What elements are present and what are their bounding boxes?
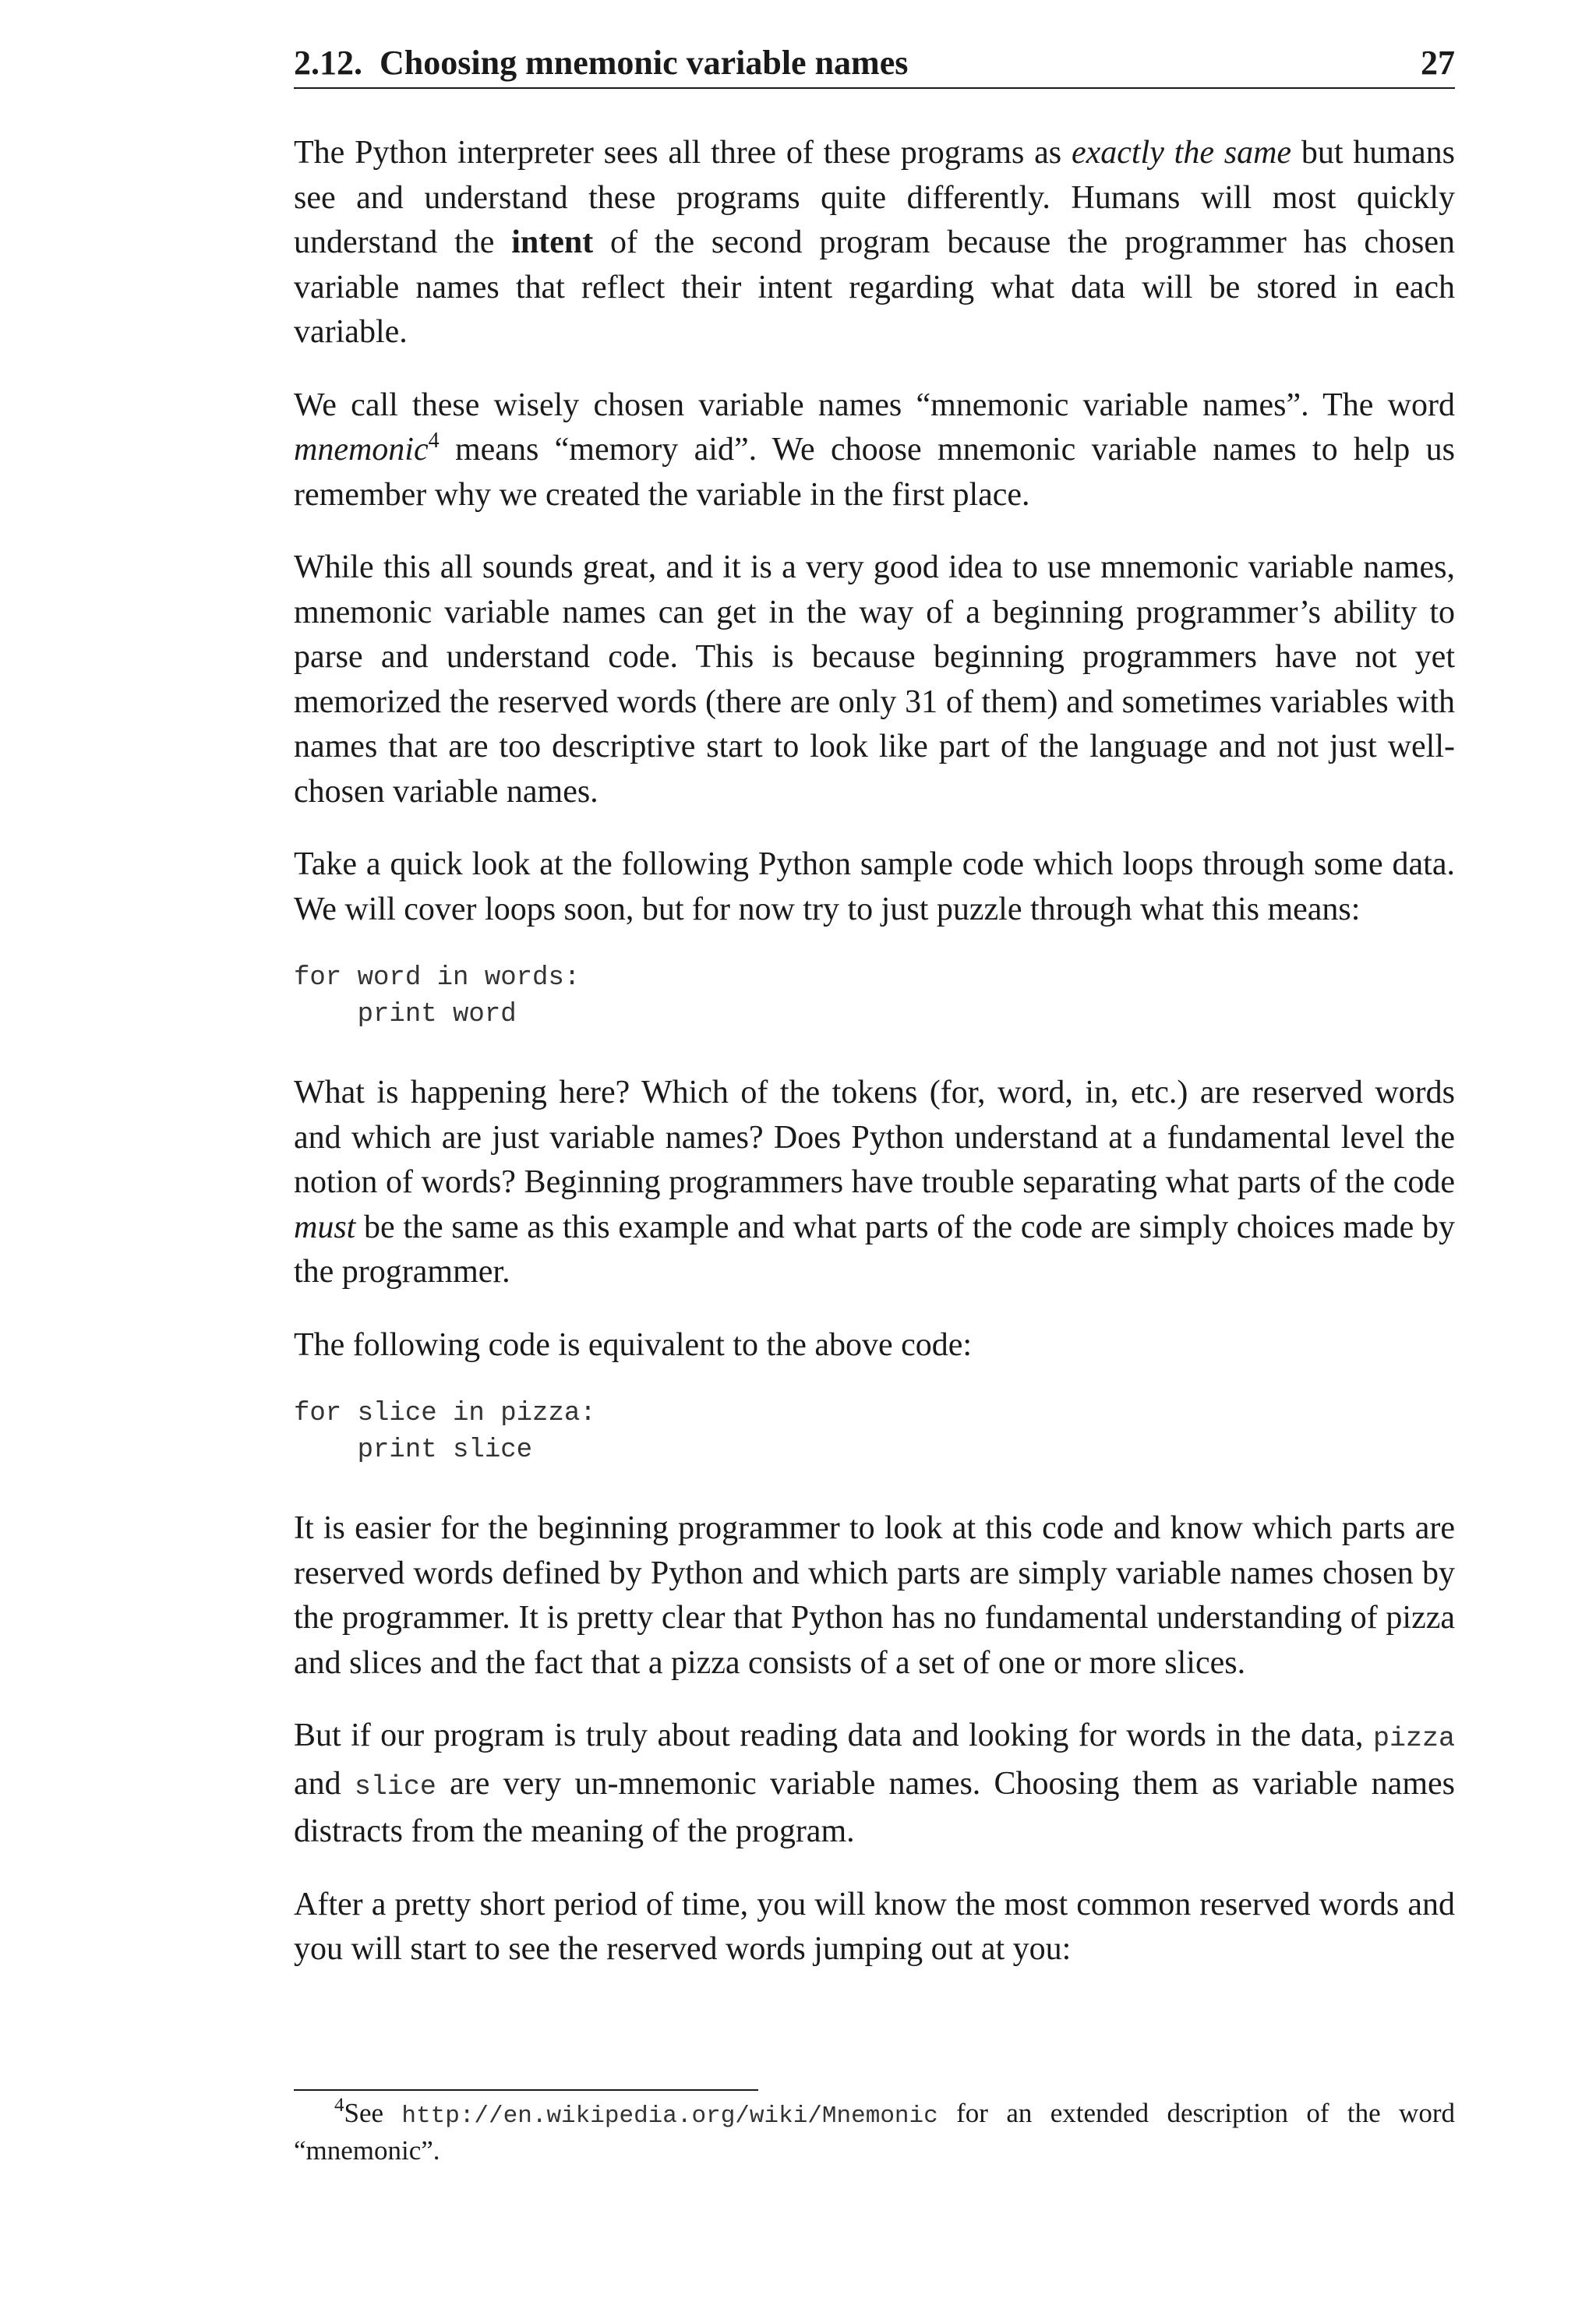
code-block-words: for word in words: print word bbox=[294, 963, 581, 1029]
footnote bbox=[294, 2096, 1455, 2168]
paragraph-1 bbox=[294, 131, 1455, 355]
text-run: for an extended description of the word “mnemonic”. bbox=[294, 2098, 1455, 2166]
text-run: be the same as this example and what parts of the code are simply choices made by the programmer. bbox=[294, 1209, 1455, 1290]
emphasis-mnemonic: mnemonic bbox=[294, 432, 429, 468]
text-run: See bbox=[344, 2098, 402, 2128]
text-run: are very un-mnemonic variable names. Choosing them as variable names distracts from the meaning of the program. bbox=[294, 1765, 1455, 1849]
text-run: We call these wisely chosen variable names “mnemonic variable names”. The word bbox=[294, 387, 1455, 423]
paragraph-9: After a pretty short period of time, you will know the most common reserved words and you will start to see the reserved words jumping out at you: bbox=[294, 1886, 1455, 1967]
paragraph-2 bbox=[294, 383, 1455, 518]
footnote-url-link[interactable]: http://en.wikipedia.org/wiki/Mnemonic bbox=[401, 2102, 938, 2130]
paragraph-4: Take a quick look at the following Python sample code which loops through some data. We will cover loops soon, but for now try to just puzzle through what this means: bbox=[294, 846, 1455, 927]
text-run: of the second program because the programmer has chosen variable names that reflect their intent regarding what data will be stored in each variable. bbox=[294, 224, 1456, 350]
text-run: But if our program is truly about reading data and looking for words in the data, bbox=[294, 1718, 1373, 1753]
body-text bbox=[294, 131, 1455, 1972]
running-head bbox=[294, 41, 1455, 89]
page bbox=[294, 41, 1455, 2000]
footnote-marker: 4 bbox=[428, 429, 440, 453]
text-run: The Python interpreter sees all three of these programs as bbox=[294, 135, 1072, 171]
text-run: and bbox=[294, 1765, 355, 1802]
inline-code-slice: slice bbox=[354, 1771, 436, 1802]
text-run: but humans see and understand these programs quite differently. Humans will most quickly understand the bbox=[294, 135, 1455, 260]
paragraph-5 bbox=[294, 1071, 1455, 1295]
section-heading bbox=[294, 41, 908, 86]
code-block-pizza: for slice in pizza: print slice bbox=[294, 1399, 596, 1465]
paragraph-3: While this all sounds great, and it is a very good idea to use mnemonic variable names, mnemonic variable names can get in the way of a beginning programmer’s ability to parse and understand code. This is because beginning programmers have not yet memorized the reserved words (there are only 31 of them) and sometimes variables with names that are too descriptive start to look like part of the language and not just well-chosen variable names. bbox=[294, 549, 1455, 810]
footnote-rule bbox=[294, 2089, 758, 2091]
emphasis-must: must bbox=[294, 1209, 356, 1245]
emphasis-exactly-the-same: exactly the same bbox=[1071, 135, 1292, 171]
paragraph-6: The following code is equivalent to the above code: bbox=[294, 1326, 973, 1363]
inline-code-pizza: pizza bbox=[1372, 1723, 1455, 1754]
bold-intent: intent bbox=[511, 224, 594, 260]
paragraph-7: It is easier for the beginning programmer to look at this code and know which parts are reserved words defined by Python and which parts are simply variable names chosen by the programmer. It is pretty clear that Python has no fundamental understanding of pizza and slices and the fact that a pizza consists of a set of one or more slices. bbox=[294, 1510, 1455, 1681]
text-run: What is happening here? Which of the tokens (for, word, in, etc.) are reserved words and which are just variable names? Does Python understand at a fundamental level the notion of words? Beginning programmers have trouble separating what parts of the code bbox=[294, 1075, 1455, 1200]
footnote-number: 4 bbox=[334, 2095, 344, 2116]
section-number: 2.12. bbox=[294, 44, 362, 82]
text-run: means “memory aid”. We choose mnemonic variable names to help us remember why we created the variable in the first place. bbox=[294, 432, 1455, 513]
paragraph-8 bbox=[294, 1714, 1455, 1855]
page-number: 27 bbox=[1421, 44, 1455, 82]
section-title: Choosing mnemonic variable names bbox=[380, 44, 909, 82]
